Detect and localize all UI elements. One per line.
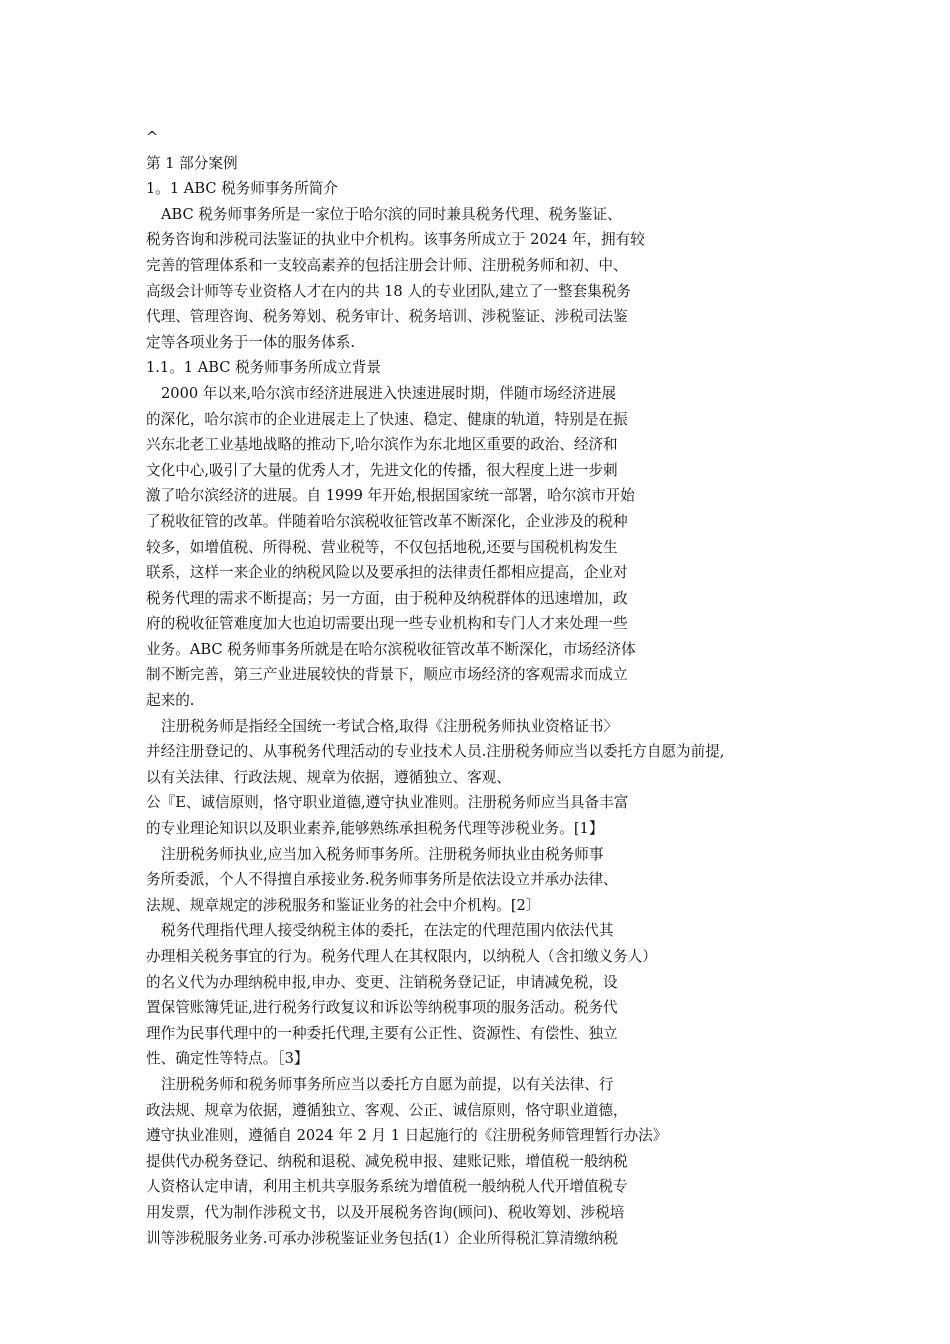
- text-line: 置保管账簿凭证,进行税务行政复议和诉讼等纳税事项的服务活动。税务代: [146, 999, 618, 1017]
- text-line: 完善的管理体系和一支较高素养的包括注册会计师、注册税务师和初、中、: [146, 256, 628, 274]
- text-line: 税务代理的需求不断提高；另一方面，由于税种及纳税群体的迅速增加，政: [146, 589, 628, 607]
- text-line: ABC 税务师事务所是一家位于哈尔滨的同时兼具税务代理、税务鉴证、: [161, 205, 622, 223]
- text-line: 的深化，哈尔滨市的企业进展走上了快速、稳定、健康的轨道，特别是在振: [146, 410, 628, 428]
- text-line: 的专业理论知识以及职业素养,能够熟练承担税务代理等涉税业务。[1】: [146, 820, 604, 838]
- paragraph-firm-intro: [146, 202, 826, 356]
- paragraph-tax-agency: [146, 918, 826, 1072]
- text-line: 注册税务师和税务师事务所应当以委托方自愿为前提，以有关法律、行: [161, 1075, 614, 1093]
- text-line: 高级会计师等专业资格人才在内的共 18 人的专业团队,建立了一整套集税务: [146, 282, 631, 300]
- text-line: 税务代理指代理人接受纳税主体的委托，在法定的代理范围内依法代其: [161, 922, 614, 940]
- text-line: 法规、规章规定的涉税服务和鉴证业务的社会中介机构。[2〕: [146, 896, 541, 914]
- text-line: 代理、管理咨询、税务筹划、税务审计、税务培训、涉税鉴证、涉税司法鉴: [146, 308, 628, 326]
- text-line: 公『E、诚信原则，恪守职业道德,遵守执业准则。注册税务师应当具备丰富: [146, 794, 629, 812]
- text-line: 定等各项业务于一体的服务体系.: [146, 333, 355, 351]
- section-heading-1-1-1: 1.1。1 ABC 税务师事务所成立背景: [146, 359, 382, 377]
- text-line: 用发票，代为制作涉税文书，以及开展税务咨询(顾问)、税收筹划、涉税培: [146, 1203, 625, 1221]
- text-line: 税务咨询和涉税司法鉴证的执业中介机构。该事务所成立于 2024 年，拥有较: [146, 231, 645, 249]
- text-line: 注册税务师执业,应当加入税务师事务所。注册税务师执业由税务师事: [161, 845, 604, 863]
- text-line: 2000 年以来,哈尔滨市经济进展进入快速进展时期，伴随市场经济进展: [161, 384, 617, 402]
- text-line: 了税收征管的改革。伴随着哈尔滨税收征管改革不断深化，企业涉及的税种: [146, 512, 628, 530]
- text-line: 并经注册登记的、从事税务代理活动的专业技术人员.注册税务师应当以委托方自愿为前提,: [146, 743, 725, 761]
- text-line: 以有关法律、行政法规、规章为依据，遵循独立、客观、: [146, 768, 511, 786]
- text-line: 办理相关税务事宜的行为。税务代理人在其权限内，以纳税人（含扣缴义务人）: [146, 948, 657, 965]
- text-line: 遵守执业准则，遵循自 2024 年 2 月 1 日起施行的《注册税务师管理暂行办法》: [146, 1127, 668, 1145]
- text-line: 提供代办税务登记、纳税和退税、减免税申报、建账记账，增值税一般纳税: [146, 1152, 628, 1170]
- document-body: [146, 125, 826, 1251]
- text-line: 府的税收征管难度加大也迫切需要出现一些专业机构和专门人才来处理一些: [146, 615, 628, 633]
- text-line: 务所委派，个人不得擅自承接业务.税务师事务所是依法设立并承办法律、: [146, 871, 618, 889]
- paragraph-registered-tax-agent: [146, 714, 826, 842]
- paragraph-services-scope: [146, 1072, 826, 1251]
- text-line: 起来的.: [146, 692, 195, 710]
- text-line: 业务。ABC 税务师事务所就是在哈尔滨税收征管改革不断深化，市场经济体: [146, 640, 636, 658]
- text-line: 较多，如增值税、所得税、营业税等，不仅包括地税,还要与国税机构发生: [146, 538, 618, 556]
- text-line: 人资格认定申请，利用主机共享服务系统为增值税一般纳税人代开增值税专: [146, 1178, 628, 1196]
- text-line: 训等涉税服务业务.可承办涉税鉴证业务包括(1）企业所得税汇算清缴纳税: [146, 1229, 619, 1247]
- text-line: 制不断完善，第三产业进展较快的背景下，顺应市场经济的客观需求而成立: [146, 666, 628, 684]
- text-line: 的名义代为办理纳税申报,申办、变更、注销税务登记证，申请减免税，设: [146, 973, 618, 991]
- text-line: 政法规、规章为依据，遵循独立、客观、公正、诚信原则，恪守职业道德，: [146, 1101, 628, 1119]
- text-line: 注册税务师是指经全国统一考试合格,取得《注册税务师执业资格证书〉: [161, 717, 619, 735]
- text-line: 理作为民事代理中的一种委托代理,主要有公正性、资源性、有偿性、独立: [146, 1024, 618, 1042]
- text-line: 激了哈尔滨经济的进展。自 1999 年开始,根据国家统一部署，哈尔滨市开始: [146, 487, 635, 505]
- paragraph-background: [146, 381, 826, 714]
- text-line: 联系，这样一来企业的纳税风险以及要承担的法律责任都相应提高，企业对: [146, 564, 628, 582]
- part-title: 第 1 部分案例: [146, 154, 238, 172]
- caret-mark: ^: [146, 129, 159, 146]
- section-heading-1-1: 1。1 ABC 税务师事务所简介: [146, 180, 338, 198]
- text-line: 文化中心,吸引了大量的优秀人才，先进文化的传播，很大程度上进一步刺: [146, 461, 618, 479]
- paragraph-firm-membership: [146, 842, 826, 919]
- text-line: 性、确定性等特点。［3】: [146, 1050, 309, 1068]
- text-line: 兴东北老工业基地战略的推动下,哈尔滨作为东北地区重要的政治、经济和: [146, 436, 618, 454]
